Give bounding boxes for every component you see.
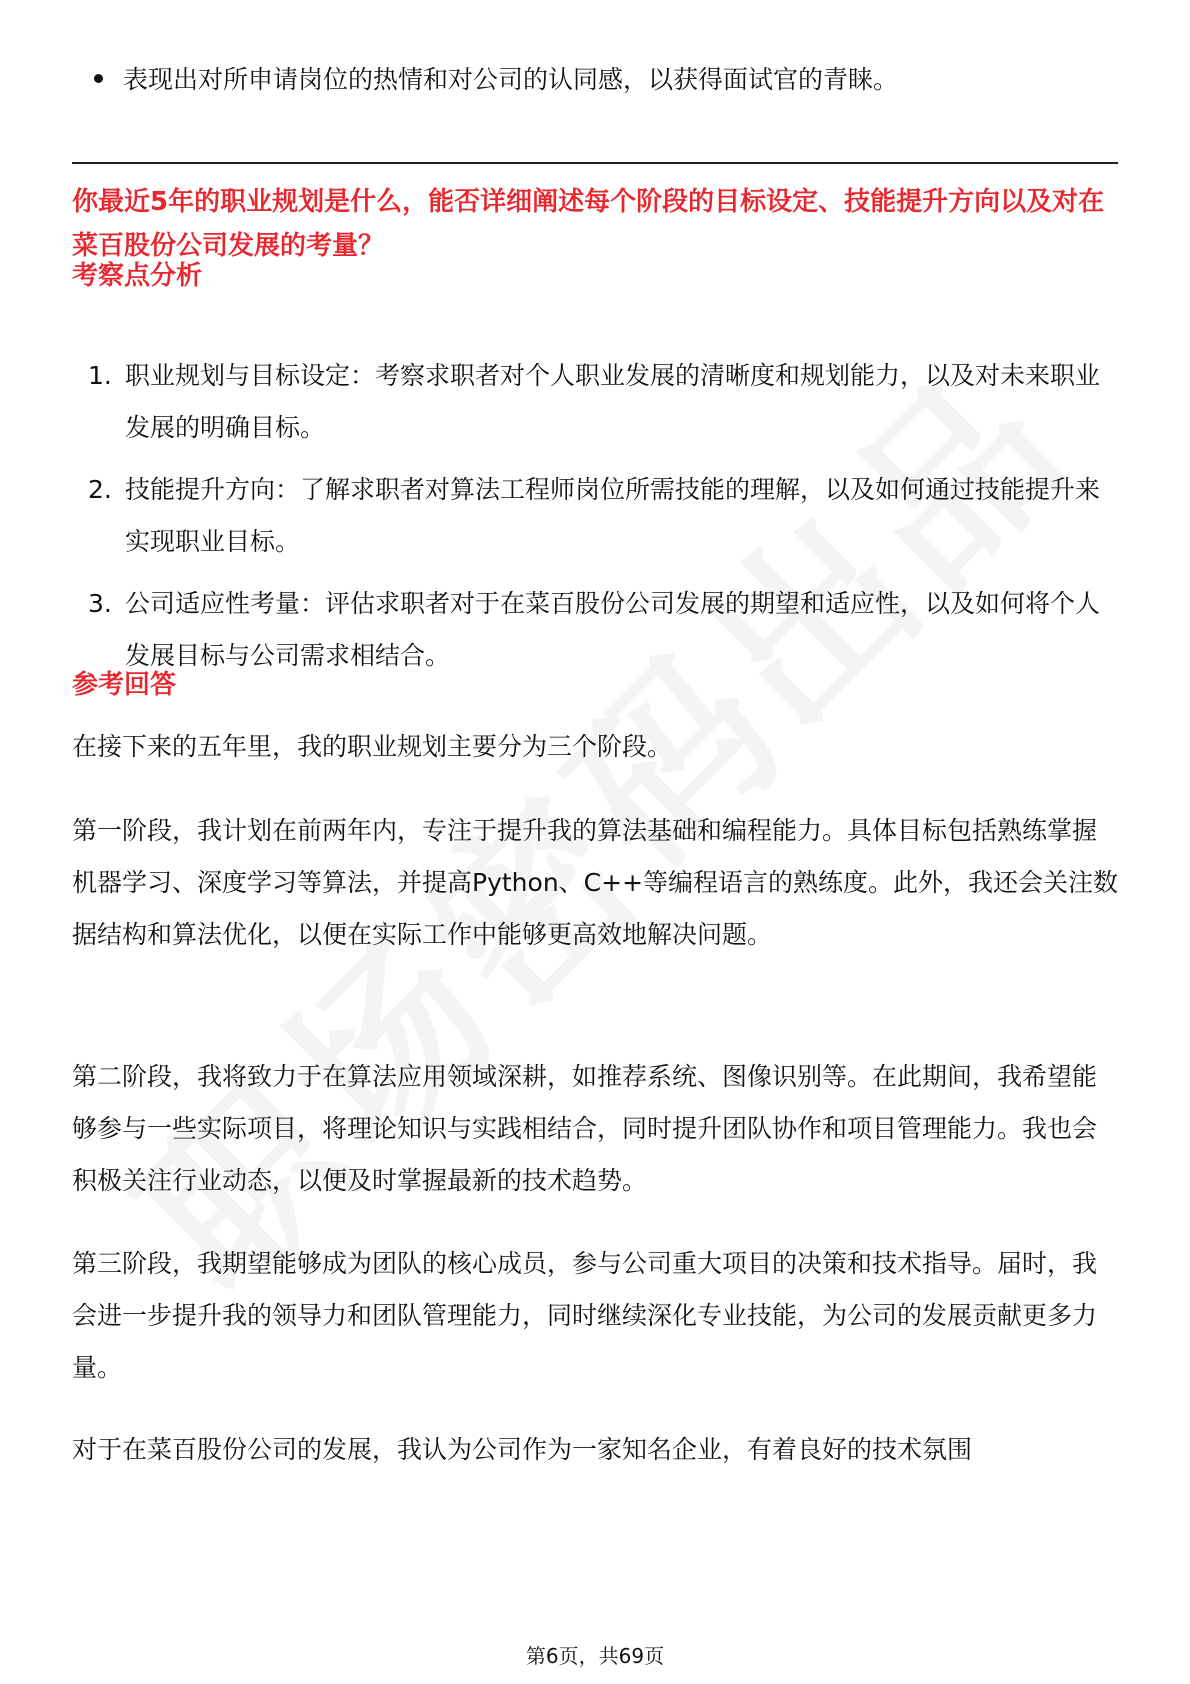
question-title: 你最近5年的职业规划是什么，能否详细阐述每个阶段的目标设定、技能提升方向以及对在菜百股份公司发展的考量？ xyxy=(72,187,1105,261)
answer-paragraph: 第一阶段，我计划在前两年内，专注于提升我的算法基础和编程能力。具体目标包括熟练掌握机器学习、深度学习等算法，并提高Python、C++等编程语言的熟练度。此外，我还会关注数据结构和算法优化，以便在实际工作中能够更高效地解决问题。 xyxy=(72,816,1119,949)
answer-paragraph: 第三阶段，我期望能够成为团队的核心成员，参与公司重大项目的决策和技术指导。届时，我会进一步提升我的领导力和团队管理能力，同时继续深化专业技能，为公司的发展贡献更多力量。 xyxy=(72,1249,1098,1382)
analysis-item xyxy=(72,464,1118,568)
divider xyxy=(72,162,1118,164)
item-number: 2. xyxy=(88,475,112,504)
analysis-list xyxy=(72,350,1118,692)
bullet-dot-icon xyxy=(94,74,103,83)
bullet-item xyxy=(94,60,898,96)
item-number: 3. xyxy=(88,589,112,618)
analysis-heading: 考察点分析 xyxy=(72,261,203,291)
answer-paragraph: 在接下来的五年里，我的职业规划主要分为三个阶段。 xyxy=(72,732,673,761)
analysis-item xyxy=(72,350,1118,454)
answer-paragraph: 第二阶段，我将致力于在算法应用领域深耕，如推荐系统、图像识别等。在此期间，我希望能够参与一些实际项目，将理论知识与实践相结合，同时提升团队协作和项目管理能力。我也会积极关注行业动态，以便及时掌握最新的技术趋势。 xyxy=(72,1062,1098,1195)
answer-paragraph: 对于在菜百股份公司的发展，我认为公司作为一家知名企业，有着良好的技术氛围 xyxy=(72,1435,973,1464)
analysis-item xyxy=(72,578,1118,682)
item-text: 技能提升方向：了解求职者对算法工程师岗位所需技能的理解，以及如何通过技能提升来实现职业目标。 xyxy=(125,475,1101,556)
item-number: 1. xyxy=(88,361,112,390)
item-text: 公司适应性考量：评估求职者对于在菜百股份公司发展的期望和适应性，以及如何将个人发展目标与公司需求相结合。 xyxy=(125,589,1101,670)
answer-heading: 参考回答 xyxy=(72,670,177,700)
page-footer: 第6页，共69页 xyxy=(525,1644,665,1668)
bullet-text: 表现出对所申请岗位的热情和对公司的认同感，以获得面试官的青睐。 xyxy=(123,65,899,94)
item-text: 职业规划与目标设定：考察求职者对个人职业发展的清晰度和规划能力，以及对未来职业发展的明确目标。 xyxy=(125,361,1101,442)
